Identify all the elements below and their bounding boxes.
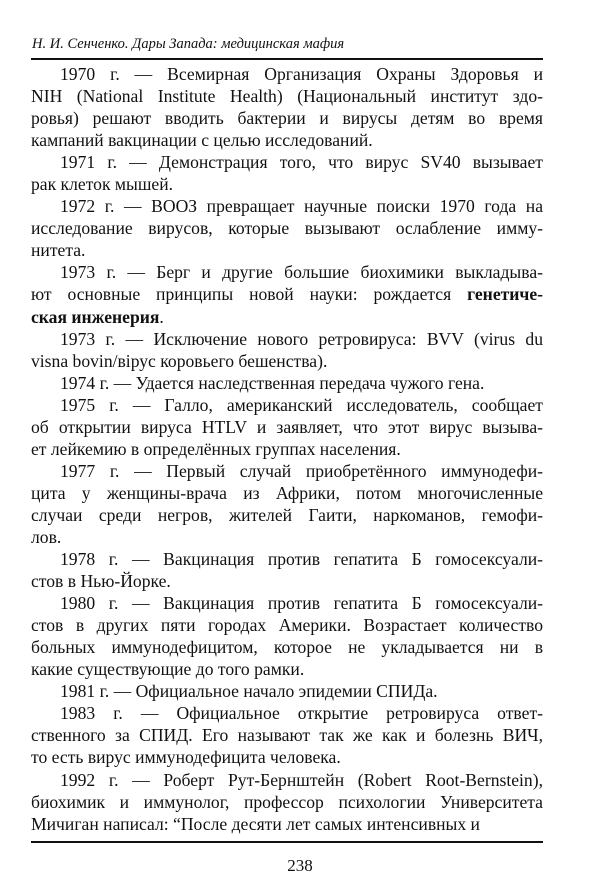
text-segment: стов в Нью-Йорке.: [31, 571, 171, 592]
text-line: [31, 438, 543, 460]
text-line: [31, 151, 543, 173]
text-segment: исследование вирусов, которые вызывают ослабление имму-: [31, 218, 543, 239]
text-line: [31, 173, 543, 195]
running-header: Н. И. Сенченко. Дары Запада: медицинская мафия: [32, 36, 345, 52]
text-line: [31, 283, 543, 305]
footer-rule: [31, 841, 543, 843]
text-line: [31, 306, 543, 328]
paragraph: [31, 63, 543, 151]
text-segment: 1971 г. — Демонстрация того, что вирус SV40 вызывает: [60, 152, 543, 173]
text-line: [31, 769, 543, 791]
text-line: [31, 85, 543, 107]
text-segment: цита у женщины-врача из Африки, потом многочисленные: [31, 482, 543, 503]
text-line: [31, 614, 543, 636]
text-segment: NIH (National Institute Health) (Национальный институт здо-: [31, 86, 543, 107]
paragraph: [31, 195, 543, 261]
text-segment: кампаний вакцинации с целью исследований.: [31, 130, 373, 151]
text-line: [31, 548, 543, 570]
text-line: [31, 328, 543, 350]
text-segment: стов в других пяти городах Америки. Возрастает количество: [31, 615, 543, 636]
text-segment: то есть вирус иммунодефицита человека.: [31, 747, 341, 768]
paragraph: [31, 769, 543, 835]
paragraph: [31, 372, 543, 394]
text-line: [31, 416, 543, 438]
text-line: [31, 217, 543, 239]
text-line: [31, 702, 543, 724]
page-number: 238: [287, 856, 313, 875]
text-segment: случаи среди негров, жителей Гаити, наркоманов, гемофи-: [31, 504, 543, 525]
paragraph: [31, 680, 543, 702]
text-line: [31, 460, 543, 482]
paragraph: [31, 394, 543, 460]
bold-text: генетиче-: [467, 284, 543, 305]
text-line: [31, 746, 543, 768]
text-line: [31, 504, 543, 526]
text-line: [31, 658, 543, 680]
paragraph: [31, 702, 543, 768]
text-segment: ют основные принципы новой науки: рождается: [31, 284, 468, 305]
bold-text: ская инженерия: [31, 306, 160, 327]
text-segment: 1970 г. — Всемирная Организация Охраны Здоровья и: [60, 64, 543, 84]
text-segment: 1975 г. — Галло, американский исследователь, сообщает: [60, 394, 543, 415]
text-segment: 1992 г. — Роберт Рут-Бернштейн (Robert Root-Bernstein),: [60, 769, 543, 790]
paragraph: [31, 328, 543, 372]
paragraph: [31, 548, 543, 592]
text-line: [31, 636, 543, 658]
text-line: [31, 239, 543, 261]
text-segment: лов.: [31, 526, 62, 547]
text-line: [31, 195, 543, 217]
paragraph: [31, 151, 543, 195]
text-segment: 1973 г. — Берг и другие большие биохимики выкладыва-: [60, 262, 543, 283]
text-segment: 1977 г. — Первый случай приобретённого иммунодефи-: [60, 460, 543, 481]
text-segment: 1974 г. — Удается наследственная передача чужого гена.: [60, 372, 485, 393]
text-segment: 1972 г. — ВООЗ превращает научные поиски 1970 года на: [60, 196, 543, 217]
text-line: [31, 570, 543, 592]
text-line: [31, 63, 543, 85]
text-line: [31, 526, 543, 548]
text-segment: больных иммунодефицитом, которое не укладывается ни в: [31, 637, 543, 658]
text-segment: 1978 г. — Вакцинация против гепатита Б гомосексуали-: [60, 549, 543, 570]
text-segment: 1981 г. — Официальное начало эпидемии СПИДа.: [60, 681, 438, 702]
paragraph: [31, 261, 543, 327]
page-body: [31, 63, 543, 835]
paragraph: [31, 460, 543, 548]
text-line: [31, 107, 543, 129]
text-segment: 1973 г. — Исключение нового ретровируса: BVV (virus du: [60, 328, 543, 349]
text-segment: какие существующие до того рамки.: [31, 659, 305, 680]
text-segment: об открытии вируса HTLV и заявляет, что этот вирус вызыва-: [31, 416, 543, 437]
paragraph: [31, 592, 543, 680]
text-segment: ровья) решают вводить бактерии и вирусы детям во время: [31, 108, 543, 129]
text-segment: 1983 г. — Официальное открытие ретровируса ответ-: [60, 703, 543, 724]
text-segment: ственного за СПИД. Его называют так же как и болезнь ВИЧ,: [31, 725, 543, 746]
text-line: [31, 791, 543, 813]
text-segment: .: [159, 306, 164, 327]
text-line: [31, 129, 543, 151]
text-line: [31, 592, 543, 614]
text-line: [31, 482, 543, 504]
text-line: [31, 350, 543, 372]
text-segment: нитета.: [31, 240, 86, 261]
text-segment: биохимик и иммунолог, профессор психологии Университета: [31, 791, 543, 812]
text-segment: visna bovin/вірус коровьего бешенства).: [31, 350, 328, 371]
text-segment: Мичиган написал: “После десяти лет самых интенсивных и: [31, 813, 480, 834]
header-rule: [31, 58, 543, 60]
text-line: [31, 680, 543, 702]
text-line: [31, 372, 543, 394]
text-segment: 1980 г. — Вакцинация против гепатита Б гомосексуали-: [60, 593, 543, 614]
text-line: [31, 724, 543, 746]
text-line: [31, 813, 543, 835]
text-segment: ет лейкемию в определённых группах населения.: [31, 438, 401, 459]
text-line: [31, 261, 543, 283]
text-line: [31, 394, 543, 416]
text-segment: рак клеток мышей.: [31, 174, 174, 195]
